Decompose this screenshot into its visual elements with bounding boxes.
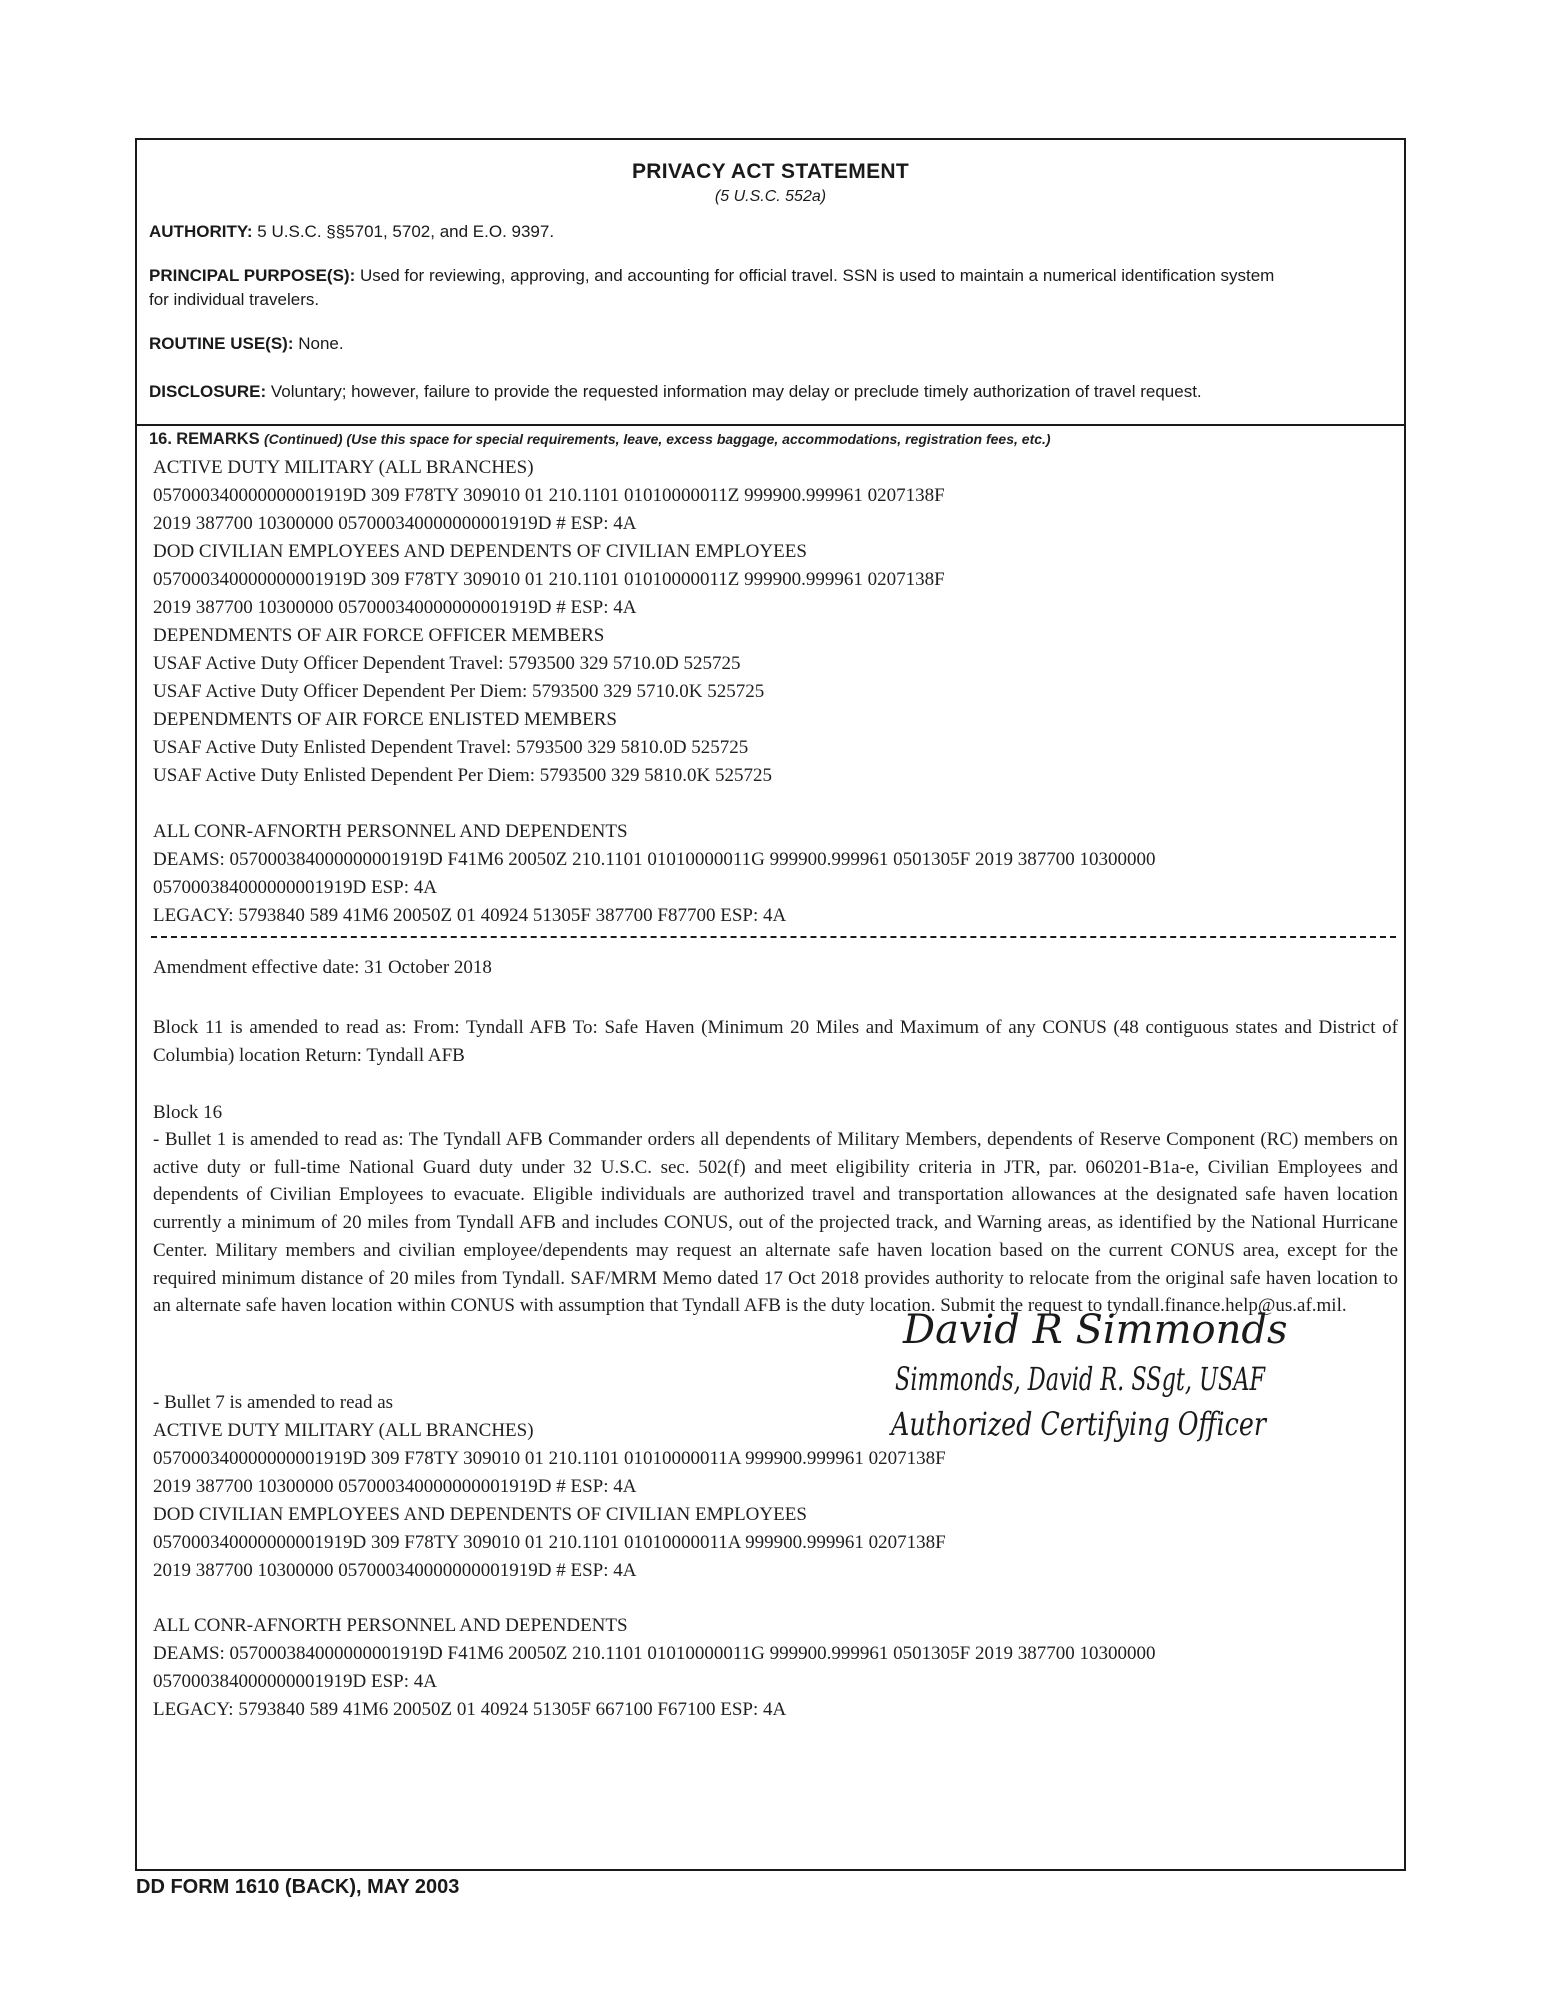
principal-purpose-text-2: for individual travelers.: [149, 290, 320, 309]
remarks-line: 057000340000000001919D 309 F78TY 309010 01 210.1101 01010000011Z 999900.999961 0207138F: [153, 485, 945, 506]
remarks-line: ACTIVE DUTY MILITARY (ALL BRANCHES): [153, 1420, 534, 1441]
remarks-line: - Bullet 7 is amended to read as: [153, 1392, 394, 1413]
routine-use-text: None.: [298, 334, 344, 353]
signature-name-line: Simmonds, David R. SSgt, USAF: [895, 1360, 1267, 1398]
remarks-line: 2019 387700 10300000 057000340000000001919D # ESP: 4A: [153, 1560, 637, 1581]
remarks-hint: (Continued) (Use this space for special requirements, leave, excess baggage, accommodations, registration fees, etc.): [263, 431, 1051, 447]
remarks-line: USAF Active Duty Officer Dependent Travel: 5793500 329 5710.0D 525725: [153, 653, 741, 674]
remarks-label: REMARKS: [176, 430, 260, 448]
handwritten-signature: [885, 1305, 1288, 1445]
remarks-line: 2019 387700 10300000 057000340000000001919D # ESP: 4A: [153, 513, 637, 534]
principal-purpose-label: PRINCIPAL PURPOSE(S):: [149, 266, 356, 285]
remarks-line: 057000340000000001919D 309 F78TY 309010 01 210.1101 01010000011Z 999900.999961 0207138F: [153, 569, 945, 590]
amendment-date: Amendment effective date: 31 October 2018: [153, 957, 492, 978]
disclosure-label: DISCLOSURE:: [149, 382, 267, 401]
remarks-line: DOD CIVILIAN EMPLOYEES AND DEPENDENTS OF CIVILIAN EMPLOYEES: [153, 1504, 807, 1525]
block-16-heading: Block 16: [153, 1102, 223, 1123]
remarks-line: ACTIVE DUTY MILITARY (ALL BRANCHES): [153, 457, 534, 478]
remarks-line: 057000340000000001919D 309 F78TY 309010 01 210.1101 01010000011A 999900.999961 0207138F: [153, 1532, 946, 1553]
principal-purpose-line: [149, 264, 1399, 288]
disclosure-text: Voluntary; however, failure to provide the requested information may delay or preclude timely authorization of travel request.: [270, 382, 1202, 401]
principal-purpose-line-2: [149, 288, 1399, 312]
remarks-line: ALL CONR-AFNORTH PERSONNEL AND DEPENDENTS: [153, 1615, 628, 1636]
authority-text: 5 U.S.C. §§5701, 5702, and E.O. 9397.: [257, 222, 555, 241]
remarks-line: DEPENDMENTS OF AIR FORCE OFFICER MEMBERS: [153, 625, 605, 646]
remarks-block-number: 16.: [149, 430, 172, 448]
dashed-separator: [151, 936, 1396, 938]
form-footer: DD FORM 1610 (BACK), MAY 2003: [136, 1876, 460, 1898]
remarks-line: DOD CIVILIAN EMPLOYEES AND DEPENDENTS OF CIVILIAN EMPLOYEES: [153, 541, 807, 562]
remarks-line: DEPENDMENTS OF AIR FORCE ENLISTED MEMBERS: [153, 709, 617, 730]
remarks-header: [149, 430, 1399, 449]
remarks-line: USAF Active Duty Enlisted Dependent Travel: 5793500 329 5810.0D 525725: [153, 737, 749, 758]
form-border: [135, 138, 1406, 1871]
routine-use-label: ROUTINE USE(S):: [149, 334, 294, 353]
disclosure-line: [149, 380, 1399, 404]
block-11-amendment: Block 11 is amended to read as: From: Tyndall AFB To: Safe Haven (Minimum 20 Miles and Maximum of any CONUS (48 contiguous states and District of Columbia) location Return: Tyndall AFB: [153, 1017, 1398, 1066]
remarks-line: 057000340000000001919D 309 F78TY 309010 01 210.1101 01010000011A 999900.999961 0207138F: [153, 1448, 946, 1469]
remarks-line: 057000384000000001919D ESP: 4A: [153, 1671, 437, 1692]
authority-label: AUTHORITY:: [149, 222, 253, 241]
remarks-line: LEGACY: 5793840 589 41M6 20050Z 01 40924 51305F 667100 F67100 ESP: 4A: [153, 1699, 787, 1720]
remarks-line: 2019 387700 10300000 057000340000000001919D # ESP: 4A: [153, 597, 637, 618]
privacy-act-subtitle: (5 U.S.C. 552a): [714, 188, 827, 205]
remarks-line: 057000384000000001919D ESP: 4A: [153, 877, 437, 898]
remarks-line: USAF Active Duty Enlisted Dependent Per Diem: 5793500 329 5810.0K 525725: [153, 765, 773, 786]
principal-purpose-text: Used for reviewing, approving, and accounting for official travel. SSN is used to maintain a numerical identification system: [359, 266, 1275, 285]
privacy-act-section: [137, 140, 1404, 426]
authority-line: [149, 220, 1399, 244]
privacy-act-title: PRIVACY ACT STATEMENT: [632, 160, 909, 183]
bullet-1-amendment: - Bullet 1 is amended to read as: The Tyndall AFB Commander orders all dependents of Military Members, dependents of Reserve Component (RC) members on active duty or full-time National Guard duty under 32 U.S.C. sec. 502(f) and meet eligibility criteria in JTR, par. 060201-B1a-e, Civilian Employees and dependents of Civilian Employees to evacuate. Eligible individuals are authorized travel and transportation allowances at the designated safe haven location currently a minimum of 20 miles from Tyndall AFB and includes CONUS, out of the projected track, and Warning areas, as identified by the National Hurricane Center. Military members and civilian employee/dependents may request an alternate safe haven location based on the current CONUS area, except for the required minimum distance of 20 miles from Tyndall. SAF/MRM Memo dated 17 Oct 2018 provides authority to relocate from the original safe haven location to an alternate safe haven location within CONUS with assumption that Tyndall AFB is the duty location. Submit the request to tyndall.finance.help@us.af.mil.: [153, 1129, 1398, 1317]
signature-title-line: Authorized Certifying Officer: [888, 1405, 1268, 1443]
remarks-line: DEAMS: 057000384000000001919D F41M6 20050Z 210.1101 01010000011G 999900.999961 0501305F 2019 387700 10300000: [153, 849, 1156, 870]
remarks-line: ALL CONR-AFNORTH PERSONNEL AND DEPENDENTS: [153, 821, 628, 842]
signature-line: David R Simmonds: [903, 1307, 1288, 1353]
remarks-line: DEAMS: 057000384000000001919D F41M6 20050Z 210.1101 01010000011G 999900.999961 0501305F 2019 387700 10300000: [153, 1643, 1156, 1664]
remarks-line: USAF Active Duty Officer Dependent Per Diem: 5793500 329 5710.0K 525725: [153, 681, 765, 702]
remarks-line: 2019 387700 10300000 057000340000000001919D # ESP: 4A: [153, 1476, 637, 1497]
remarks-line: LEGACY: 5793840 589 41M6 20050Z 01 40924 51305F 387700 F87700 ESP: 4A: [153, 905, 787, 926]
routine-use-line: [149, 332, 1399, 356]
remarks-section: [137, 426, 1404, 1870]
